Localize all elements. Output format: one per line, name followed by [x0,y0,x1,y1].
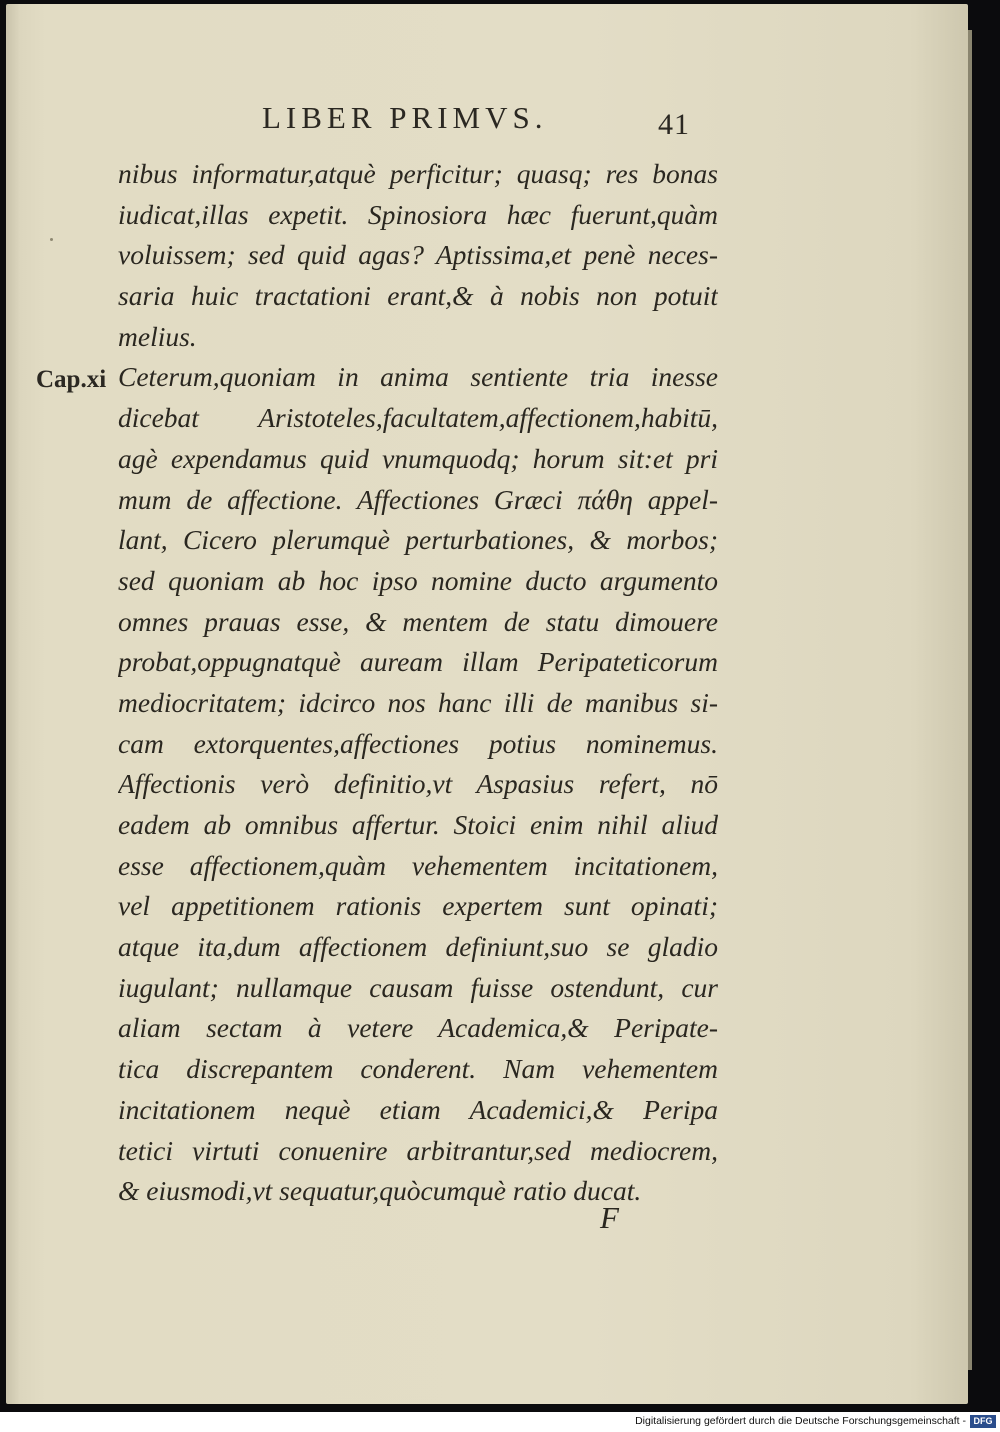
text-line: lant, Cicero plerumquè perturbationes, & morbos; [118,524,718,556]
text-line: saria huic tractationi erant,& à nobis non potuit [118,280,718,312]
text-line: atque ita,dum affectionem definiunt,suo se gladio [118,931,718,963]
text-line: agè expendamus quid vnumquodq; horum sit:et pri [118,442,718,474]
text-line: voluissem; sed quid agas? Aptissima,et penè neces- [118,239,718,271]
page-number: 41 [658,108,690,141]
text-line: tica discrepantem conderent. Nam vehementem [118,1053,718,1085]
paper-speck [50,238,53,241]
text-line: & eiusmodi,vt sequatur,quòcumquè ratio ducat. [118,1175,642,1207]
page-edge [968,30,972,1370]
text-line: sed quoniam ab hoc ipso nomine ducto argumento [118,564,718,596]
text-line: iugulant; nullamque causam fuisse ostendunt, cur [118,971,718,1003]
text-line: cam extorquentes,affectiones potius nominemus. [118,727,718,759]
text-line: iudicat,illas expetit. Spinosiora hæc fuerunt,quàm [118,198,718,230]
body-text [118,154,718,1212]
text-line: dicebat Aristoteles,facultatem,affectionem,habitū, [118,402,718,434]
text-line: aliam sectam à vetere Academica,& Peripate- [118,1012,718,1044]
dfg-logo-icon: DFG [970,1415,996,1428]
text-line: Affectionis verò definitio,vt Aspasius refert, nō [118,768,718,800]
text-line: esse affectionem,quàm vehementem incitationem, [118,849,718,881]
signature-mark: F [600,1200,619,1235]
text-line: vel appetitionem rationis expertem sunt opinati; [118,890,718,922]
digitization-credit: Digitalisierung gefördert durch die Deutsche Forschungsgemeinschaft - [635,1415,966,1427]
chapter-margin-note: Cap.xi [36,366,107,393]
text-line: Ceterum,quoniam in anima sentiente tria inesse [118,361,718,393]
text-line: mediocritatem; idcirco nos hanc illi de manibus si- [118,686,718,718]
text-line: probat,oppugnatquè auream illam Peripateticorum [118,646,718,678]
text-line: incitationem nequè etiam Academici,& Peripa [118,1093,718,1125]
text-line: eadem ab omnibus affertur. Stoici enim nihil aliud [118,809,718,840]
book-page [6,4,968,1404]
text-line: mum de affectione. Affectiones Græci πάθη appel- [118,483,718,515]
text-line: omnes prauas esse, & mentem de statu dimouere [118,605,718,637]
text-line: nibus informatur,atquè perficitur; quasq; res bonas [118,158,718,189]
text-line: tetici virtuti conuenire arbitrantur,sed mediocrem, [118,1134,718,1166]
running-head: LIBER PRIMVS. [262,100,548,135]
text-line: melius. [118,320,197,352]
